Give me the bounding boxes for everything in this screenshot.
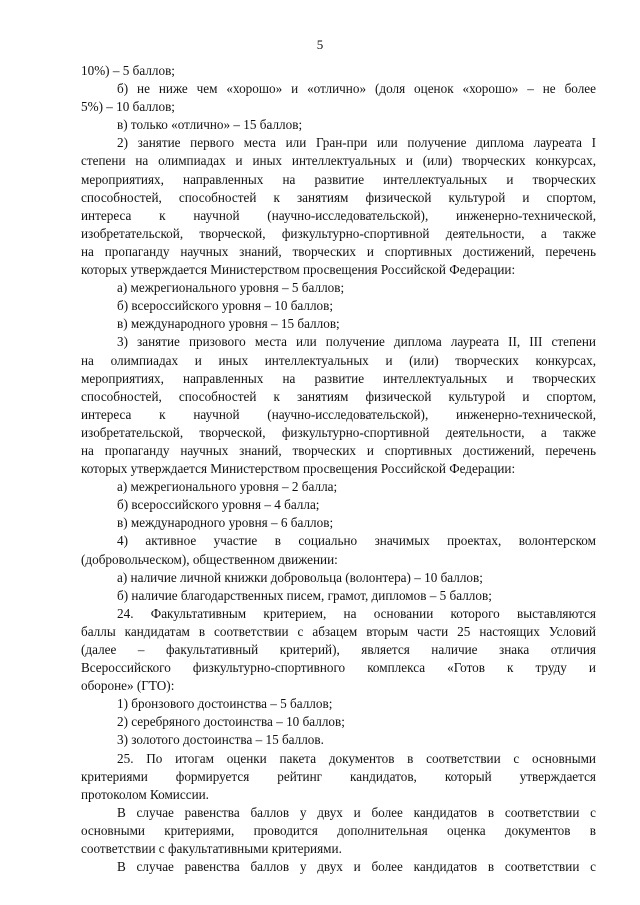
text-line: 3) занятие призового места или получение диплома лауреата II, III степени (117, 334, 596, 350)
text-line: (далее – факультативный критерий), является наличие знака отличия (81, 642, 596, 657)
text-line: (добровольческом), общественном движении: (81, 551, 338, 567)
text-line: 4) активное участие в социально значимых проектах, волонтерском (117, 533, 596, 549)
text-line: 24. Факультативным критерием, на основании которого выставляются (117, 605, 596, 621)
text-line: протоколом Комиссии. (81, 786, 209, 802)
text-line: критериями формируется рейтинг кандидатов, который утверждается (81, 768, 596, 784)
text-line: которых утверждается Министерством просвещения Российской Федерации: (81, 262, 516, 278)
text-line: 1) бронзового достоинства – 5 баллов; (117, 696, 333, 712)
text-line: 5%) – 10 баллов; (81, 99, 175, 115)
text-line: интереса к научной (научно-исследовательской), инженерно-технической, (81, 406, 596, 422)
text-line: обороне» (ГТО): (81, 678, 175, 694)
text-line: изобретательской, творческой, физкультурно-спортивной деятельности, а также (81, 225, 596, 241)
text-line: на пропаганду научных знаний, творческих и спортивных достижений, перечень (81, 243, 596, 259)
text-line: а) межрегионального уровня – 2 балла; (117, 479, 338, 495)
text-line: 25. По итогам оценки пакета документов в соответствии с основными (117, 750, 596, 766)
text-line: б) не ниже чем «хорошо» и «отлично» (доля оценок «хорошо» – не более (117, 81, 596, 97)
text-line: мероприятиях, направленных на развитие интеллектуальных и творческих (81, 171, 596, 187)
text-line: на олимпиадах и иных интеллектуальных и (или) творческих конкурсах, (81, 352, 596, 368)
text-line: в) только «отлично» – 15 баллов; (117, 117, 303, 133)
text-line: способностей, способностей к занятиям физической культурой и спортом, (81, 388, 596, 404)
text-line: в) международного уровня – 6 баллов; (117, 515, 334, 531)
text-line: соответствии с факультативными критериями. (81, 841, 342, 857)
text-line: мероприятиях, направленных на развитие интеллектуальных и творческих (81, 370, 596, 386)
text-line: 2) занятие первого места или Гран-при или получение диплома лауреата I (117, 135, 596, 151)
text-line: основными критериями, проводится дополнительная оценка документов в (81, 822, 596, 838)
text-line: Всероссийского физкультурно-спортивного комплекса «Готов к труду и (81, 660, 596, 676)
text-line: изобретательской, творческой, физкультурно-спортивной деятельности, а также (81, 424, 596, 440)
text-line: которых утверждается Министерством просвещения Российской Федерации: (81, 461, 516, 477)
text-line: а) межрегионального уровня – 5 баллов; (117, 280, 345, 296)
text-line: степени на олимпиадах и иных интеллектуальных и (или) творческих конкурсах, (81, 153, 596, 169)
text-line: В случае равенства баллов у двух и более кандидатов в соответствии с (117, 804, 596, 820)
text-line: 10%) – 5 баллов; (81, 63, 175, 78)
text-line: 3) золотого достоинства – 15 баллов. (117, 732, 324, 748)
text-line: В случае равенства баллов у двух и более кандидатов в соответствии с (117, 859, 596, 875)
text-line: баллы кандидатам в соответствии с абзацем вторым части 25 настоящих Условий (81, 623, 596, 639)
document-body (81, 62, 596, 876)
text-line: в) международного уровня – 15 баллов; (117, 316, 340, 332)
text-line: б) всероссийского уровня – 10 баллов; (117, 298, 334, 314)
text-line: б) наличие благодарственных писем, грамот, дипломов – 5 баллов; (117, 587, 492, 603)
page-number: 5 (316, 37, 324, 52)
text-line: б) всероссийского уровня – 4 балла; (117, 497, 320, 513)
text-line: способностей, способностей к занятиям физической культурой и спортом, (81, 189, 596, 205)
text-line: на пропаганду научных знаний, творческих и спортивных достижений, перечень (81, 442, 596, 458)
text-line: 2) серебряного достоинства – 10 баллов; (117, 714, 345, 730)
text-line: а) наличие личной книжки добровольца (волонтера) – 10 баллов; (117, 569, 483, 585)
text-line: интереса к научной (научно-исследовательской), инженерно-технической, (81, 207, 596, 223)
